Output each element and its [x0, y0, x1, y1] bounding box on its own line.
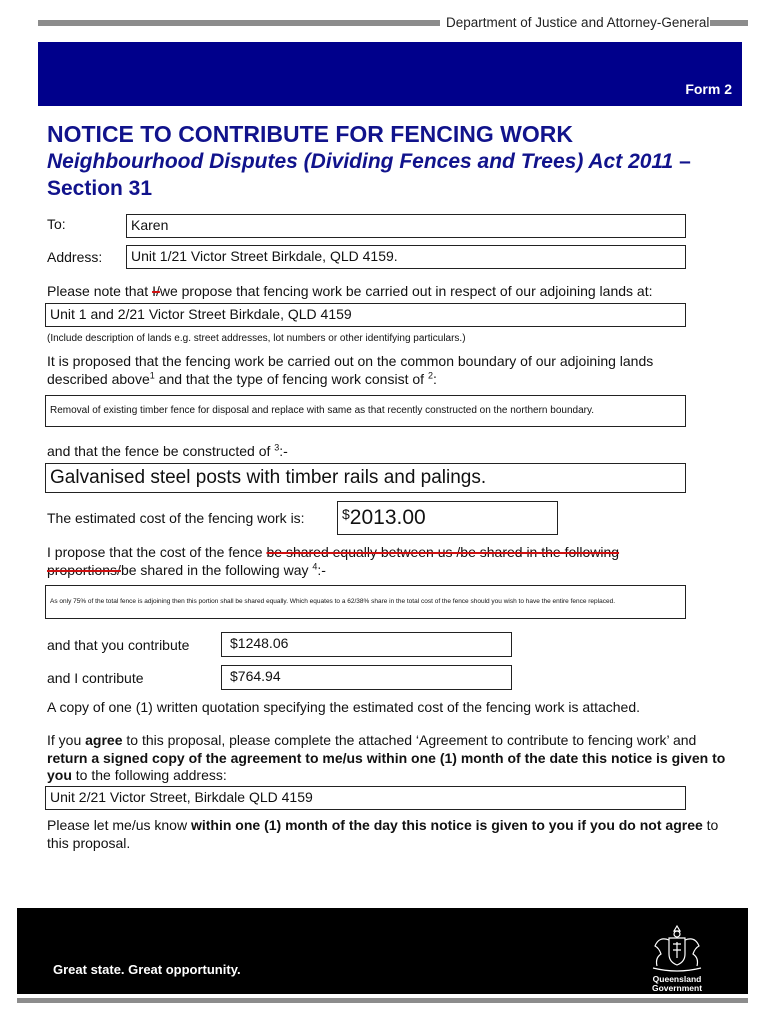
form-number: Form 2: [685, 81, 732, 97]
queensland-crest-icon: [645, 920, 709, 976]
footer-band: [17, 908, 748, 994]
boundary-line2a: described above: [47, 371, 150, 387]
boundary-line2b: and that the type of fencing work consist of: [154, 371, 428, 387]
lands-intro-struck: I/: [152, 283, 160, 299]
to-field[interactable]: Karen: [126, 214, 686, 238]
lands-intro-a: Please note that: [47, 283, 149, 299]
share-text: [47, 543, 747, 579]
share-way-field[interactable]: As only 75% of the total fence is adjoining then this portion shall be shared equally. Which equates to a 62/38% share in the total cost of the fence should you wish to have the entire fence replaced.: [45, 585, 686, 619]
agree-bold-2: return a signed copy of the agreement to me/us within one (1) month of the date this notice is given to you: [47, 749, 726, 783]
quotation-text: A copy of one (1) written quotation specifying the estimated cost of the fencing work is attached.: [47, 699, 640, 715]
estimate-value: 2013.00: [349, 506, 426, 529]
share-text-b: be shared in the following way: [120, 562, 313, 578]
boundary-line1: It is proposed that the fencing work be carried out on the common boundary of our adjoining lands: [47, 353, 654, 369]
share-text-c: :-: [317, 562, 326, 578]
footer-tagline: Great state. Great opportunity.: [53, 962, 241, 977]
footnote-1: 1: [149, 370, 155, 381]
footnote-4: 4: [312, 561, 318, 572]
header-rule-left: [38, 20, 440, 26]
estimate-label: The estimated cost of the fencing work is:: [47, 510, 305, 526]
agree-text-a: If you: [47, 732, 86, 748]
footnote-2: 2: [427, 370, 433, 381]
to-label: To:: [47, 216, 66, 232]
return-address-field[interactable]: Unit 2/21 Victor Street, Birkdale QLD 4159: [45, 786, 686, 810]
i-contribute-label: and I contribute: [47, 670, 144, 686]
footnote-3: 3: [274, 442, 280, 453]
share-text-a: I propose that the cost of the fence: [47, 544, 267, 560]
agree-text-b: to this proposal, please complete the attached ‘Agreement to contribute to fencing work’ and: [122, 732, 697, 748]
act-subtitle: [47, 148, 737, 202]
address-label: Address:: [47, 249, 103, 265]
logo-line2: Government: [651, 983, 703, 993]
you-contribute-label: and that you contribute: [47, 637, 190, 653]
agree-text-c: to the following address:: [71, 767, 227, 783]
act-name: Neighbourhood Disputes (Dividing Fences and Trees) Act 2011: [47, 150, 674, 173]
logo-line1: Queensland: [652, 974, 702, 984]
disagree-text-a: Please let me/us know: [47, 817, 191, 833]
header-rule-right: [710, 20, 748, 26]
share-struck-2: proportions/: [47, 562, 121, 578]
department-name: Department of Justice and Attorney-General: [446, 15, 710, 30]
construction-text-b: :-: [279, 443, 288, 459]
page-title: NOTICE TO CONTRIBUTE FOR FENCING WORK: [47, 121, 574, 147]
boundary-text: [47, 352, 747, 388]
act-section: – Section 31: [47, 150, 691, 200]
footer-rule: [17, 998, 748, 1003]
agree-bold-1: agree: [85, 732, 123, 748]
lands-intro: [47, 282, 747, 300]
address-field[interactable]: Unit 1/21 Victor Street Birkdale, QLD 4159.: [126, 245, 686, 269]
construction-text: [47, 442, 288, 460]
estimate-currency: $: [342, 506, 350, 522]
construction-field[interactable]: Galvanised steel posts with timber rails and palings.: [45, 463, 686, 493]
lands-intro-b: we propose that fencing work be carried out in respect of our adjoining lands at:: [159, 283, 653, 299]
agree-text: [47, 732, 737, 785]
i-contribute-field[interactable]: $764.94: [221, 665, 512, 690]
header-band: [38, 42, 742, 106]
construction-text-a: and that the fence be constructed of: [47, 443, 275, 459]
estimate-field[interactable]: [337, 501, 558, 535]
lands-hint: (Include description of lands e.g. street addresses, lot numbers or other identifying particulars.): [47, 333, 466, 344]
fencing-work-field[interactable]: Removal of existing timber fence for disposal and replace with same as that recently constructed on the northern boundary.: [45, 395, 686, 427]
qld-government-logo: [646, 975, 708, 993]
disagree-text-b: to this proposal.: [47, 817, 719, 851]
share-struck-1: be shared equally between us /be shared in the following: [266, 544, 620, 560]
you-contribute-field[interactable]: $1248.06: [221, 632, 512, 657]
lands-field[interactable]: Unit 1 and 2/21 Victor Street Birkdale, QLD 4159: [45, 303, 686, 327]
boundary-line2c: :: [432, 371, 437, 387]
disagree-text: [47, 817, 737, 852]
disagree-bold: within one (1) month of the day this notice is given to you if you do not agree: [190, 817, 703, 833]
